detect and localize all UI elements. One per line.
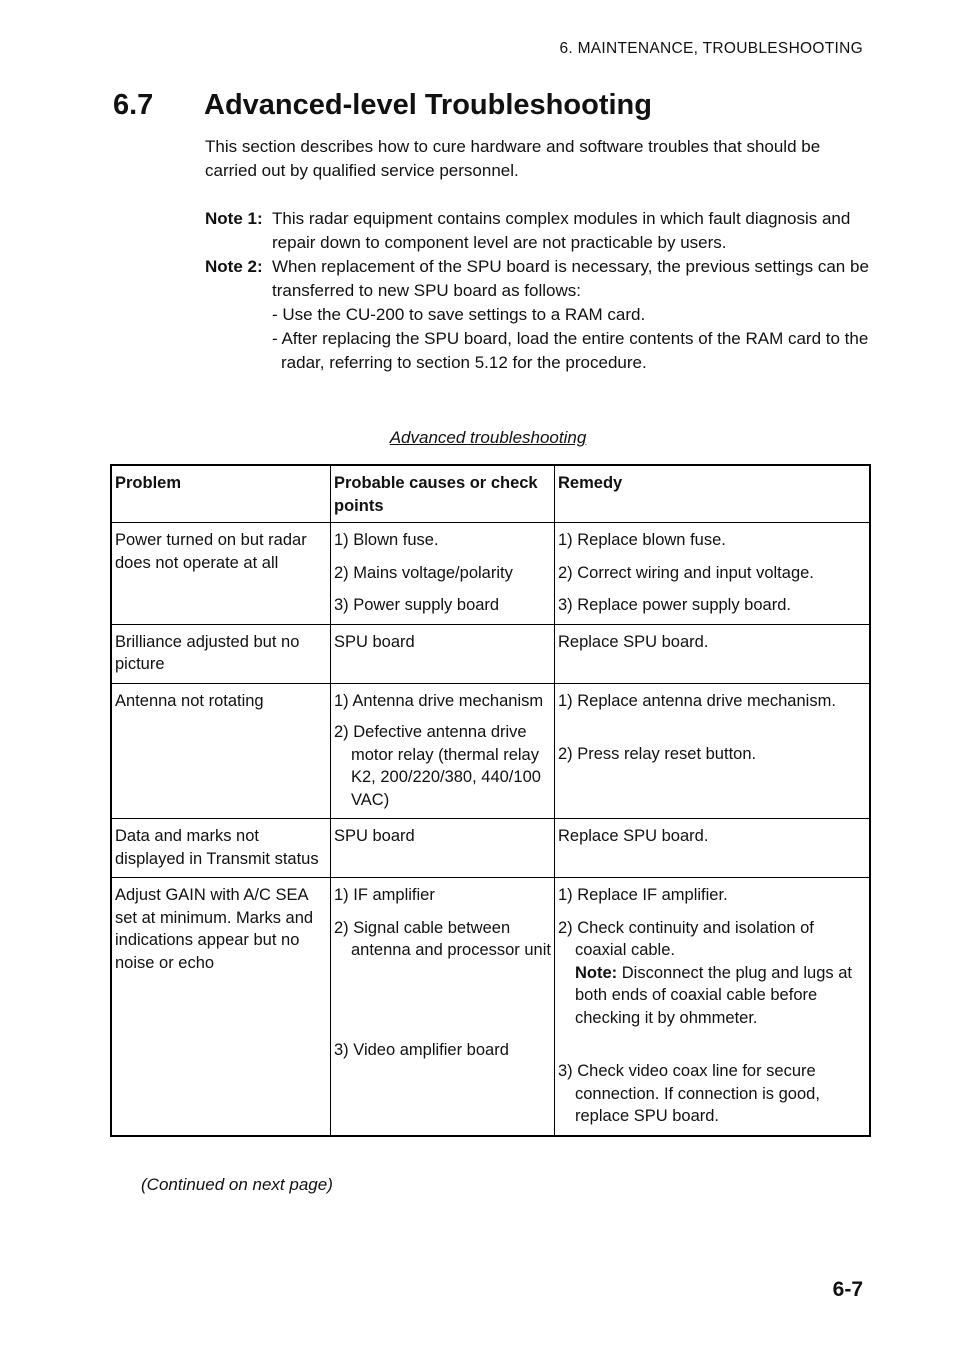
note-2-bullet: - After replacing the SPU board, load the entire contents of the RAM card to the radar, referring to section 5.12 for the procedure. (272, 329, 869, 372)
intro-paragraph: This section describes how to cure hardware and software troubles that should be carried out by qualified service personnel. (205, 137, 821, 180)
cause-item: 1) IF amplifier (334, 886, 435, 904)
causes-cell (331, 819, 555, 878)
cause-item: 2) Defective antenna drive motor relay (thermal relay K2, 200/220/380, 440/100 VAC) (334, 723, 541, 809)
cause-item: 2) Signal cable between antenna and processor unit (334, 918, 551, 959)
note-2-label: Note 2: (205, 257, 263, 276)
problem-cell: Power turned on but radar does not operate at all (111, 523, 331, 625)
problem-cell: Adjust GAIN with A/C SEA set at minimum. Marks and indications appear but no noise or echo (111, 878, 331, 1136)
remedy-item: 1) Replace blown fuse. (558, 531, 726, 549)
table-row (111, 523, 870, 625)
note-1-text: This radar equipment contains complex modules in which fault diagnosis and repair down to component level are not practicable by users. (272, 209, 851, 252)
running-head: 6. MAINTENANCE, TROUBLESHOOTING (559, 40, 863, 57)
remedy-cell (555, 624, 871, 683)
cause-item: 1) Blown fuse. (334, 531, 439, 549)
table-caption: Advanced troubleshooting (389, 428, 587, 447)
cause-item: 2) Mains voltage/polarity (334, 563, 513, 582)
remedy-item: Replace SPU board. (558, 827, 709, 845)
problem-cell: Brilliance adjusted but no picture (111, 624, 331, 683)
cause-item: SPU board (334, 632, 415, 651)
cause-item: 3) Video amplifier board (334, 1040, 509, 1059)
remedy-cell (555, 819, 871, 878)
section-number: 6.7 (113, 89, 154, 121)
table-row (111, 878, 870, 1136)
causes-cell (331, 523, 555, 625)
note-1-label: Note 1: (205, 209, 263, 228)
page-number: 6-7 (832, 1278, 863, 1301)
remedy-note-text: Disconnect the plug and lugs at both ends of coaxial cable before checking it by ohmmeter. (575, 963, 853, 1027)
table-row (111, 819, 870, 878)
remedy-item (558, 917, 867, 1030)
note-2 (205, 255, 875, 375)
table-header-row (111, 465, 870, 523)
troubleshooting-table (110, 464, 871, 1137)
remedy-item-text: 2) Check continuity and isolation of coaxial cable. (558, 918, 814, 959)
cause-item: 1) Antenna drive mechanism (334, 691, 544, 710)
remedy-item: 2) Press relay reset button. (558, 745, 757, 763)
table-row (111, 683, 870, 819)
note-2-body (272, 255, 875, 375)
header-causes: Probable causes or check points (331, 465, 555, 523)
causes-cell (331, 624, 555, 683)
cause-item: 3) Power supply board (334, 596, 500, 614)
causes-cell (331, 878, 555, 1136)
table-row (111, 624, 870, 683)
remedy-item: Replace SPU board. (558, 632, 709, 651)
remedy-item: 3) Check video coax line for secure connection. If connection is good, replace SPU board. (558, 1062, 820, 1125)
problem-cell: Data and marks not displayed in Transmit status (111, 819, 331, 878)
remedy-item: 3) Replace power supply board. (558, 596, 791, 614)
remedy-item: 1) Replace antenna drive mechanism. (558, 691, 836, 710)
causes-cell (331, 683, 555, 819)
remedy-cell (555, 878, 871, 1136)
remedy-note-label: Note: (575, 963, 618, 982)
note-2-text: When replacement of the SPU board is necessary, the previous settings can be transferred to new SPU board as follows: (272, 257, 869, 300)
cause-item: SPU board (334, 827, 415, 845)
continued-note: (Continued on next page) (141, 1175, 333, 1194)
header-problem: Problem (111, 465, 331, 523)
remedy-item: 1) Replace IF amplifier. (558, 886, 728, 904)
problem-cell: Antenna not rotating (111, 683, 331, 819)
note-2-bullet: - Use the CU-200 to save settings to a RAM card. (272, 305, 646, 324)
section-title: Advanced-level Troubleshooting (204, 89, 652, 121)
note-1 (205, 207, 875, 255)
remedy-cell (555, 523, 871, 625)
remedy-item: 2) Correct wiring and input voltage. (558, 563, 814, 582)
remedy-cell (555, 683, 871, 819)
header-remedy: Remedy (555, 465, 871, 523)
notes-block (205, 207, 875, 375)
